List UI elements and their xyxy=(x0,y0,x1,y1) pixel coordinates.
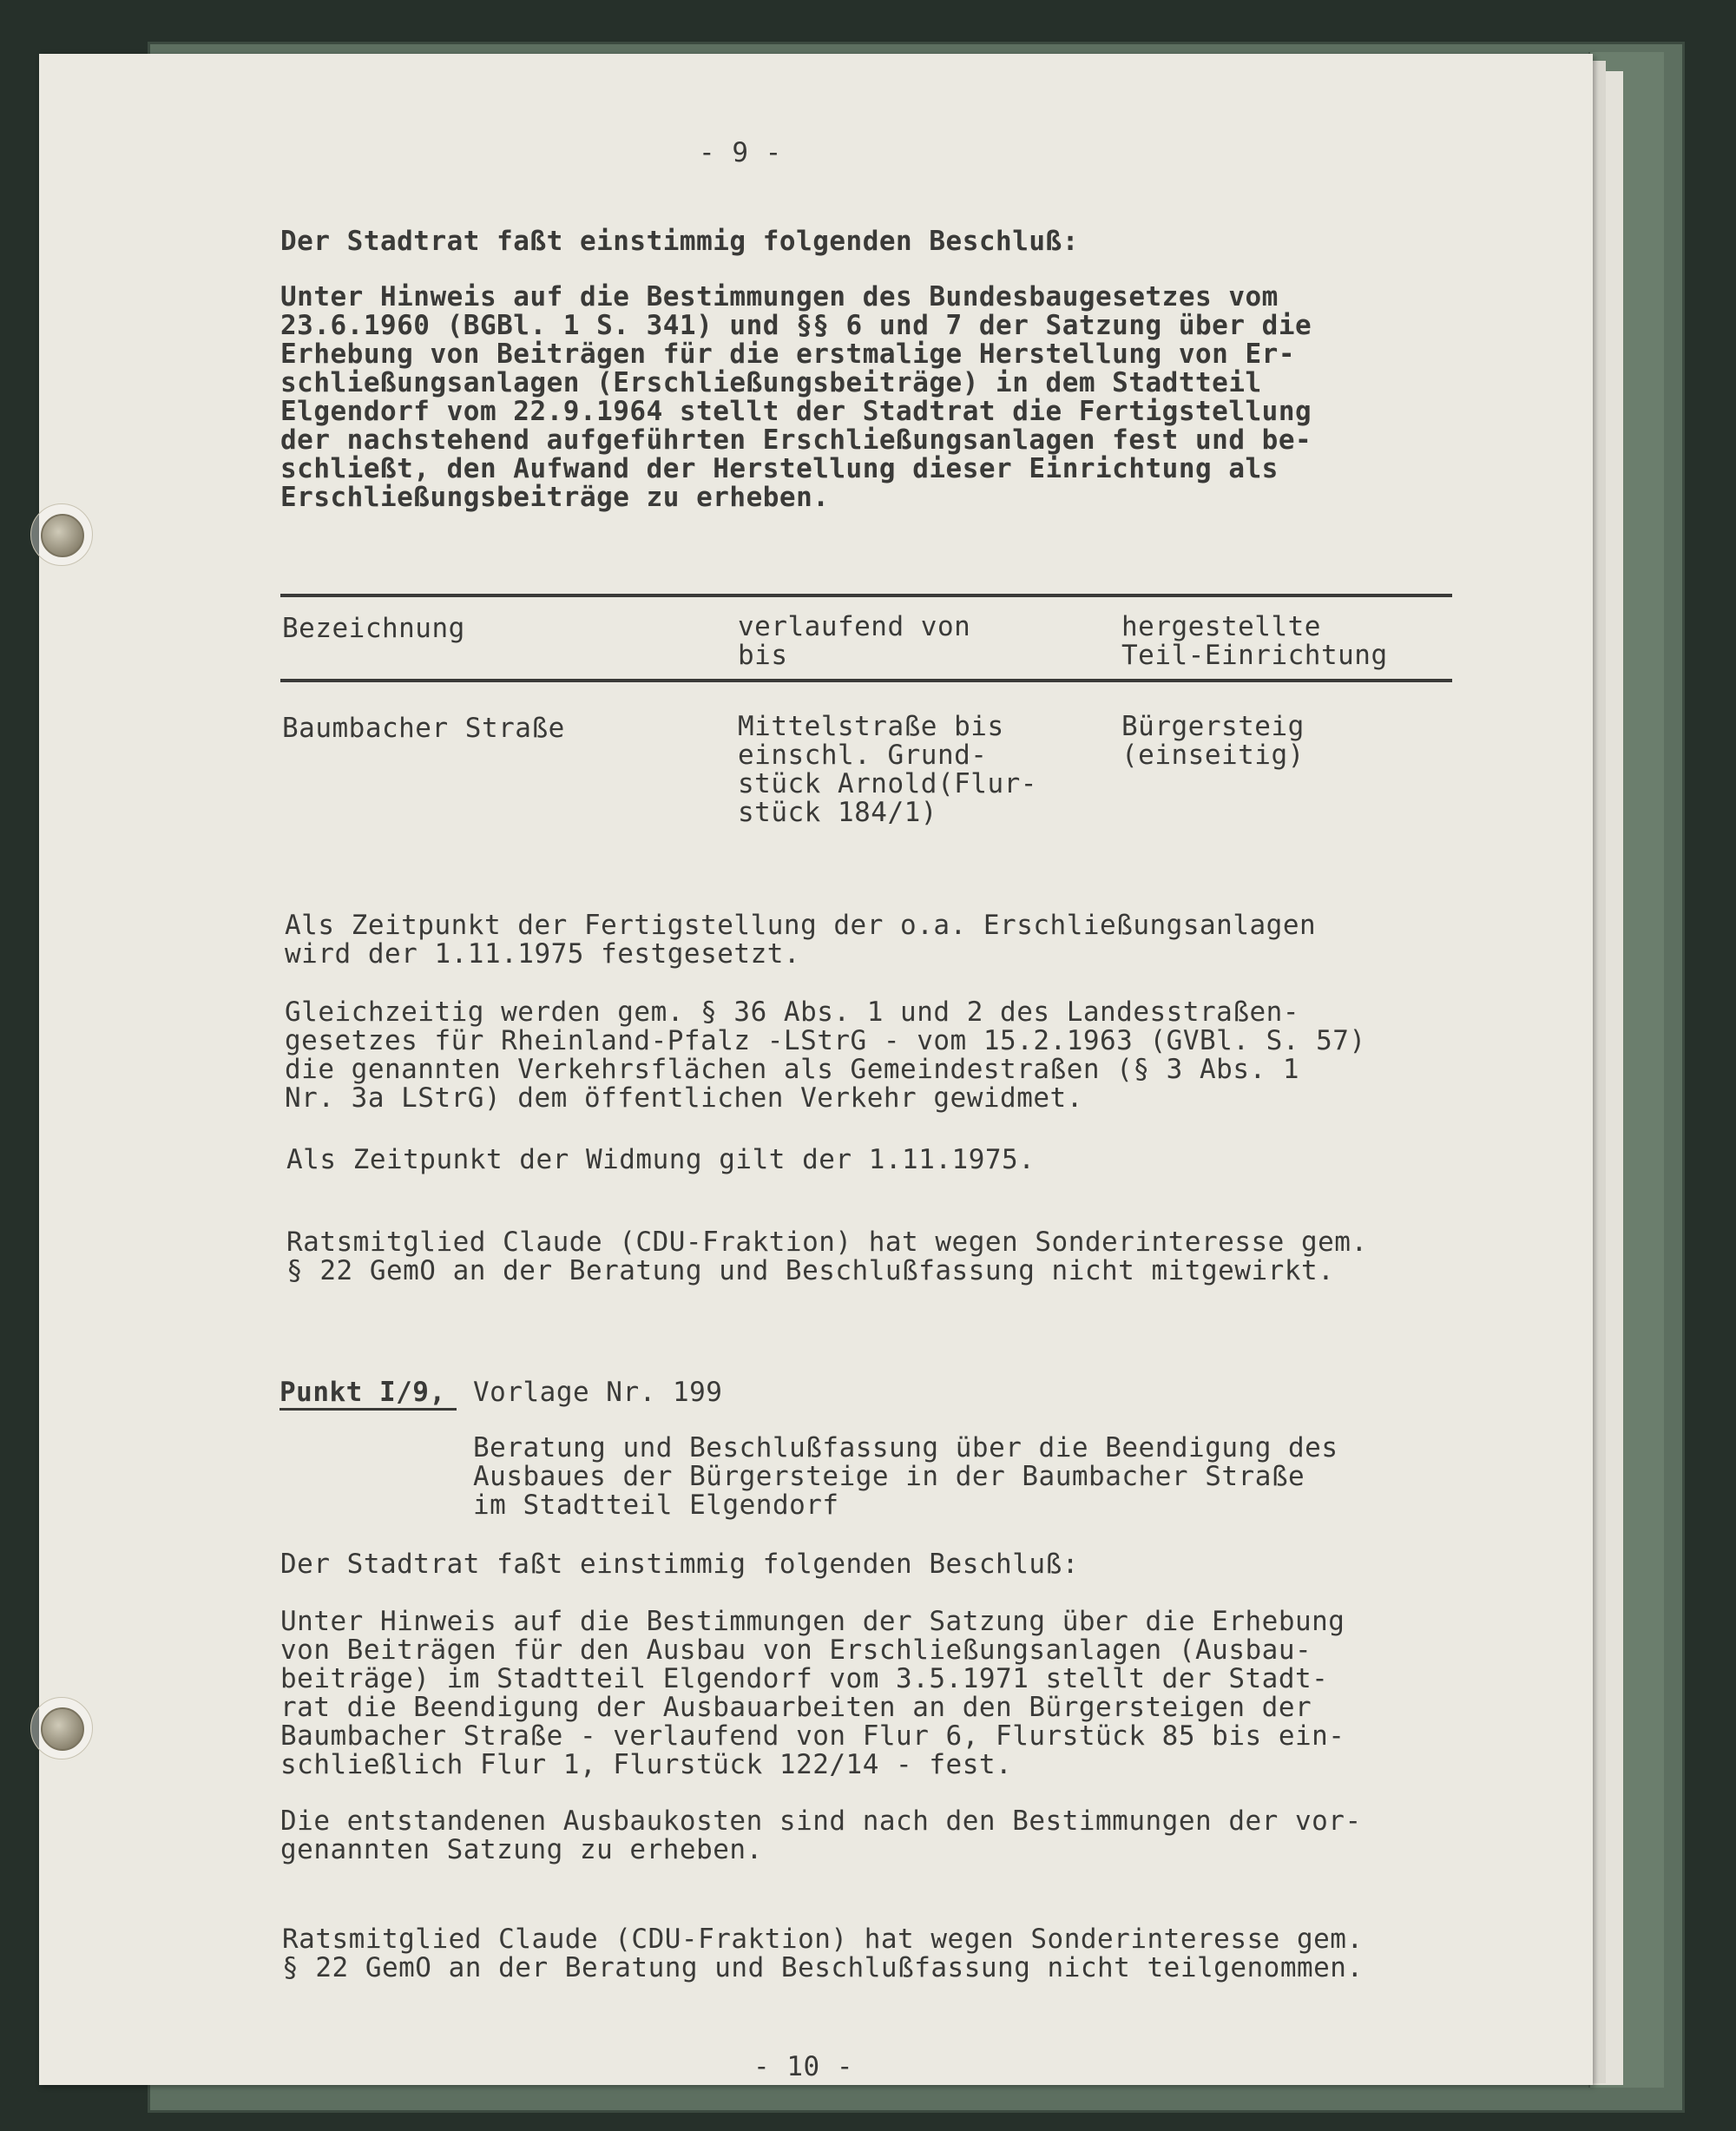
punch-hole xyxy=(41,1707,84,1751)
body-line: Elgendorf vom 22.9.1964 stellt der Stadtrat die Fertigstellung xyxy=(280,396,1312,427)
table-header-rule xyxy=(280,679,1452,682)
resolution-intro: Der Stadtrat faßt einstimmig folgenden Beschluß: xyxy=(280,226,1079,257)
costs-paragraph: Die entstandenen Ausbaukosten sind nach den Bestimmungen der vor- genannten Satzung zu erheben. xyxy=(280,1805,1362,1865)
table-header-verlauf: verlaufend von bis xyxy=(738,611,971,671)
punch-hole xyxy=(41,514,84,557)
resolution-body-2: Unter Hinweis auf die Bestimmungen der Satzung über die Erhebung von Beiträgen für den Ausbau von Erschließungsanlagen (Ausbau- beiträge) im Stadtteil Elgendorf vom 3.5.1971 stellt der Stadt- rat die Beendigung der Ausbauarbeiten an den Bürgersteigen der Baumbacher Straße - verlaufend von Flur 6, Flurstück 85 bis ein- schließlich Flur 1, Flurstück 122/14 - fest. xyxy=(280,1606,1345,1780)
table-cell-name: Baumbacher Straße xyxy=(282,713,565,744)
abstention-note-2: Ratsmitglied Claude (CDU-Fraktion) hat wegen Sonderinteresse gem. § 22 GemO an der Beratung und Beschlußfassung nicht teilgenommen. xyxy=(282,1924,1364,1983)
resolution-intro-2: Der Stadtrat faßt einstimmig folgenden Beschluß: xyxy=(280,1549,1079,1580)
body-line: Erhebung von Beiträgen für die erstmalige Herstellung von Er- xyxy=(280,339,1295,370)
dedication-paragraph: Gleichzeitig werden gem. § 36 Abs. 1 und 2 des Landesstraßen- gesetzes für Rheinland-Pfalz -LStrG - vom 15.2.1963 (GVBl. S. 57) die genannten Verkehrsflächen als Gemeindestraßen (§ 3 Abs. 1 Nr. 3a LStrG) dem öffentlichen Verkehr gewidmet. xyxy=(285,996,1366,1114)
agenda-item-subject: Beratung und Beschlußfassung über die Beendigung des Ausbaues der Bürgersteige in der Baumbacher Straße im Stadtteil Elgendorf xyxy=(473,1432,1338,1521)
agenda-item-vorlage: Vorlage Nr. 199 xyxy=(473,1377,723,1408)
body-line: 23.6.1960 (BGBl. 1 S. 341) und §§ 6 und 7 der Satzung über die xyxy=(280,310,1312,341)
body-line: Erschließungsbeiträge zu erheben. xyxy=(280,482,830,513)
table-header-einrichtung: hergestellte Teil-Einrichtung xyxy=(1121,611,1388,671)
page-number-bottom: - 10 - xyxy=(753,2051,853,2082)
completion-date-paragraph: Als Zeitpunkt der Fertigstellung der o.a. Erschließungsanlagen wird der 1.11.1975 festgesetzt. xyxy=(285,910,1317,970)
body-line: schließungsanlagen (Erschließungsbeiträge) in dem Stadtteil xyxy=(280,367,1262,398)
body-line: der nachstehend aufgeführten Erschließungsanlagen fest und be- xyxy=(280,424,1312,456)
table-top-rule xyxy=(280,594,1452,597)
table-cell-range: Mittelstraße bis einschl. Grund- stück Arnold(Flur- stück 184/1) xyxy=(738,711,1037,828)
body-line: schließt, den Aufwand der Herstellung dieser Einrichtung als xyxy=(280,453,1279,484)
abstention-note: Ratsmitglied Claude (CDU-Fraktion) hat wegen Sonderinteresse gem. § 22 GemO an der Beratung und Beschlußfassung nicht mitgewirkt. xyxy=(286,1227,1368,1286)
agenda-item-underline xyxy=(279,1408,457,1411)
table-header-bezeichnung: Bezeichnung xyxy=(282,613,465,644)
page-number-top: - 9 - xyxy=(699,137,782,168)
table-cell-facility: Bürgersteig (einseitig) xyxy=(1121,711,1305,771)
agenda-item-label: Punkt I/9, xyxy=(279,1377,446,1408)
dedication-date-paragraph: Als Zeitpunkt der Widmung gilt der 1.11.1975. xyxy=(286,1144,1036,1175)
body-line: Unter Hinweis auf die Bestimmungen des Bundesbaugesetzes vom xyxy=(280,281,1279,312)
